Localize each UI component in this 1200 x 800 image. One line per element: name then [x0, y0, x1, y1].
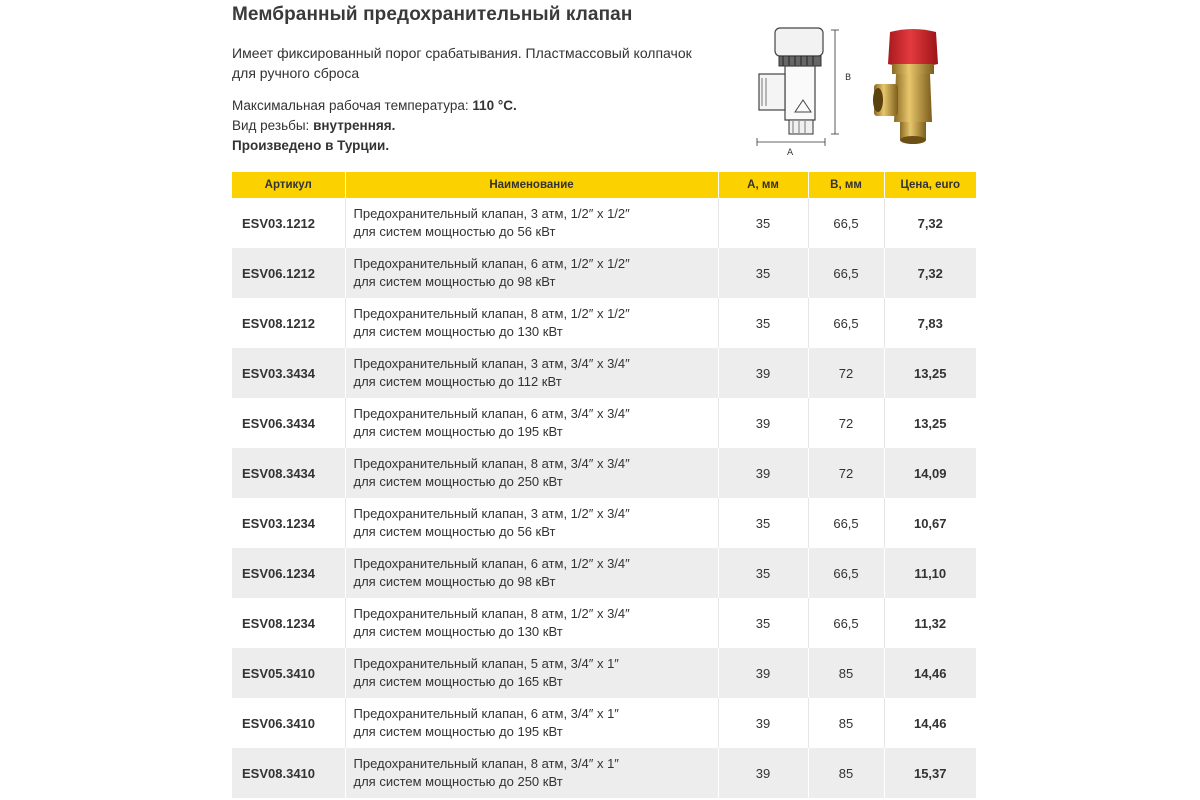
cell-b: 66,5: [808, 548, 884, 598]
column-header-price: Цена, euro: [884, 172, 976, 198]
cell-name-line1: Предохранительный клапан, 5 атм, 3/4″ x 1″: [353, 656, 619, 671]
cell-sku: ESV03.3434: [232, 348, 345, 398]
cell-name: [345, 348, 718, 398]
price-table: [232, 172, 976, 798]
cell-sku: ESV05.3410: [232, 648, 345, 698]
cell-a: 39: [718, 448, 808, 498]
table-row: [232, 498, 976, 548]
cell-price: 10,67: [884, 498, 976, 548]
cell-name: [345, 698, 718, 748]
cell-a: 35: [718, 548, 808, 598]
dimension-label-a: A: [787, 148, 794, 157]
table-row: [232, 398, 976, 448]
cell-name-line1: Предохранительный клапан, 8 атм, 1/2″ x 1/2″: [353, 306, 630, 321]
cell-name: [345, 398, 718, 448]
cell-sku: ESV06.3434: [232, 398, 345, 448]
cell-b: 66,5: [808, 198, 884, 248]
cell-name: [345, 548, 718, 598]
cell-name: [345, 648, 718, 698]
spec-thread-label: Вид резьбы:: [232, 118, 314, 133]
cell-sku: ESV03.1212: [232, 198, 345, 248]
cell-name-line2: для систем мощностью до 130 кВт: [353, 324, 563, 339]
dimension-label-b: B: [845, 73, 852, 83]
cell-price: 15,37: [884, 748, 976, 798]
cell-b: 85: [808, 648, 884, 698]
cell-price: 11,32: [884, 598, 976, 648]
cell-sku: ESV06.1212: [232, 248, 345, 298]
table-header-row: [232, 172, 976, 198]
table-row: [232, 598, 976, 648]
cell-b: 85: [808, 748, 884, 798]
cell-a: 35: [718, 198, 808, 248]
cell-b: 72: [808, 348, 884, 398]
cell-name-line2: для систем мощностью до 250 кВт: [353, 474, 563, 489]
spec-thread: [232, 116, 517, 136]
cell-name: [345, 448, 718, 498]
spec-thread-value: внутренняя.: [313, 118, 396, 133]
table-row: [232, 248, 976, 298]
product-specs: [232, 96, 517, 156]
cell-price: 7,32: [884, 198, 976, 248]
cell-name-line2: для систем мощностью до 165 кВт: [353, 674, 563, 689]
cell-price: 14,46: [884, 698, 976, 748]
cell-name-line2: для систем мощностью до 56 кВт: [353, 224, 556, 239]
cell-b: 66,5: [808, 248, 884, 298]
cell-name-line1: Предохранительный клапан, 3 атм, 3/4″ x 3/4″: [353, 356, 630, 371]
cell-sku: ESV08.1234: [232, 598, 345, 648]
column-header-name: Наименование: [345, 172, 718, 198]
cell-name: [345, 498, 718, 548]
cell-name-line1: Предохранительный клапан, 3 атм, 1/2″ x 1/2″: [353, 206, 630, 221]
origin-text: Произведено в Турции.: [232, 138, 390, 153]
cell-b: 72: [808, 448, 884, 498]
cell-price: 7,32: [884, 248, 976, 298]
cell-a: 39: [718, 648, 808, 698]
cell-b: 72: [808, 398, 884, 448]
cell-name-line2: для систем мощностью до 98 кВт: [353, 574, 556, 589]
cell-a: 35: [718, 248, 808, 298]
cell-a: 39: [718, 698, 808, 748]
cell-name: [345, 248, 718, 298]
spec-temperature: [232, 96, 517, 116]
product-description: Имеет фиксированный порог срабатывания. Пластмассовый колпачок для ручного сброса: [232, 45, 692, 81]
cell-name-line1: Предохранительный клапан, 6 атм, 3/4″ x 1″: [353, 706, 619, 721]
cell-name-line2: для систем мощностью до 56 кВт: [353, 524, 556, 539]
cell-b: 85: [808, 698, 884, 748]
cell-name: [345, 748, 718, 798]
table-row: [232, 298, 976, 348]
cell-a: 35: [718, 298, 808, 348]
cell-name: [345, 598, 718, 648]
cell-sku: ESV08.1212: [232, 298, 345, 348]
table-row: [232, 198, 976, 248]
cell-price: 14,46: [884, 648, 976, 698]
cell-sku: ESV03.1234: [232, 498, 345, 548]
cell-a: 35: [718, 498, 808, 548]
cell-sku: ESV08.3410: [232, 748, 345, 798]
cell-a: 39: [718, 748, 808, 798]
table-row: [232, 348, 976, 398]
table-row: [232, 548, 976, 598]
cell-name-line1: Предохранительный клапан, 8 атм, 1/2″ x 3/4″: [353, 606, 630, 621]
cell-b: 66,5: [808, 498, 884, 548]
cell-name-line2: для систем мощностью до 195 кВт: [353, 424, 563, 439]
cell-price: 14,09: [884, 448, 976, 498]
valve-product-photo: [868, 26, 958, 146]
cell-b: 66,5: [808, 598, 884, 648]
valve-technical-drawing: [745, 22, 860, 157]
cell-a: 39: [718, 348, 808, 398]
column-header-sku: Артикул: [232, 172, 345, 198]
cell-price: 11,10: [884, 548, 976, 598]
table-row: [232, 448, 976, 498]
cell-sku: ESV06.3410: [232, 698, 345, 748]
cell-sku: ESV06.1234: [232, 548, 345, 598]
column-header-a: А, мм: [718, 172, 808, 198]
cell-name-line2: для систем мощностью до 112 кВт: [353, 374, 562, 389]
cell-sku: ESV08.3434: [232, 448, 345, 498]
page-title: Мембранный предохранительный клапан: [232, 4, 633, 25]
table-row: [232, 748, 976, 798]
cell-a: 35: [718, 598, 808, 648]
cell-name-line2: для систем мощностью до 195 кВт: [353, 724, 563, 739]
cell-name-line1: Предохранительный клапан, 8 атм, 3/4″ x 3/4″: [353, 456, 630, 471]
spec-temperature-label: Максимальная рабочая температура:: [232, 98, 473, 113]
cell-a: 39: [718, 398, 808, 448]
cell-name: [345, 198, 718, 248]
spec-temperature-value: 110 °C.: [472, 98, 517, 113]
cell-price: 13,25: [884, 398, 976, 448]
cell-name-line1: Предохранительный клапан, 3 атм, 1/2″ x 3/4″: [353, 506, 630, 521]
cell-name: [345, 298, 718, 348]
table-row: [232, 698, 976, 748]
cell-name-line2: для систем мощностью до 250 кВт: [353, 774, 563, 789]
cell-name-line1: Предохранительный клапан, 6 атм, 1/2″ x 1/2″: [353, 256, 630, 271]
cell-price: 13,25: [884, 348, 976, 398]
cell-price: 7,83: [884, 298, 976, 348]
table-row: [232, 648, 976, 698]
cell-name-line2: для систем мощностью до 130 кВт: [353, 624, 563, 639]
column-header-b: В, мм: [808, 172, 884, 198]
cell-name-line1: Предохранительный клапан, 8 атм, 3/4″ x 1″: [353, 756, 619, 771]
cell-name-line2: для систем мощностью до 98 кВт: [353, 274, 556, 289]
cell-name-line1: Предохранительный клапан, 6 атм, 1/2″ x 3/4″: [353, 556, 630, 571]
cell-b: 66,5: [808, 298, 884, 348]
cell-name-line1: Предохранительный клапан, 6 атм, 3/4″ x 3/4″: [353, 406, 630, 421]
